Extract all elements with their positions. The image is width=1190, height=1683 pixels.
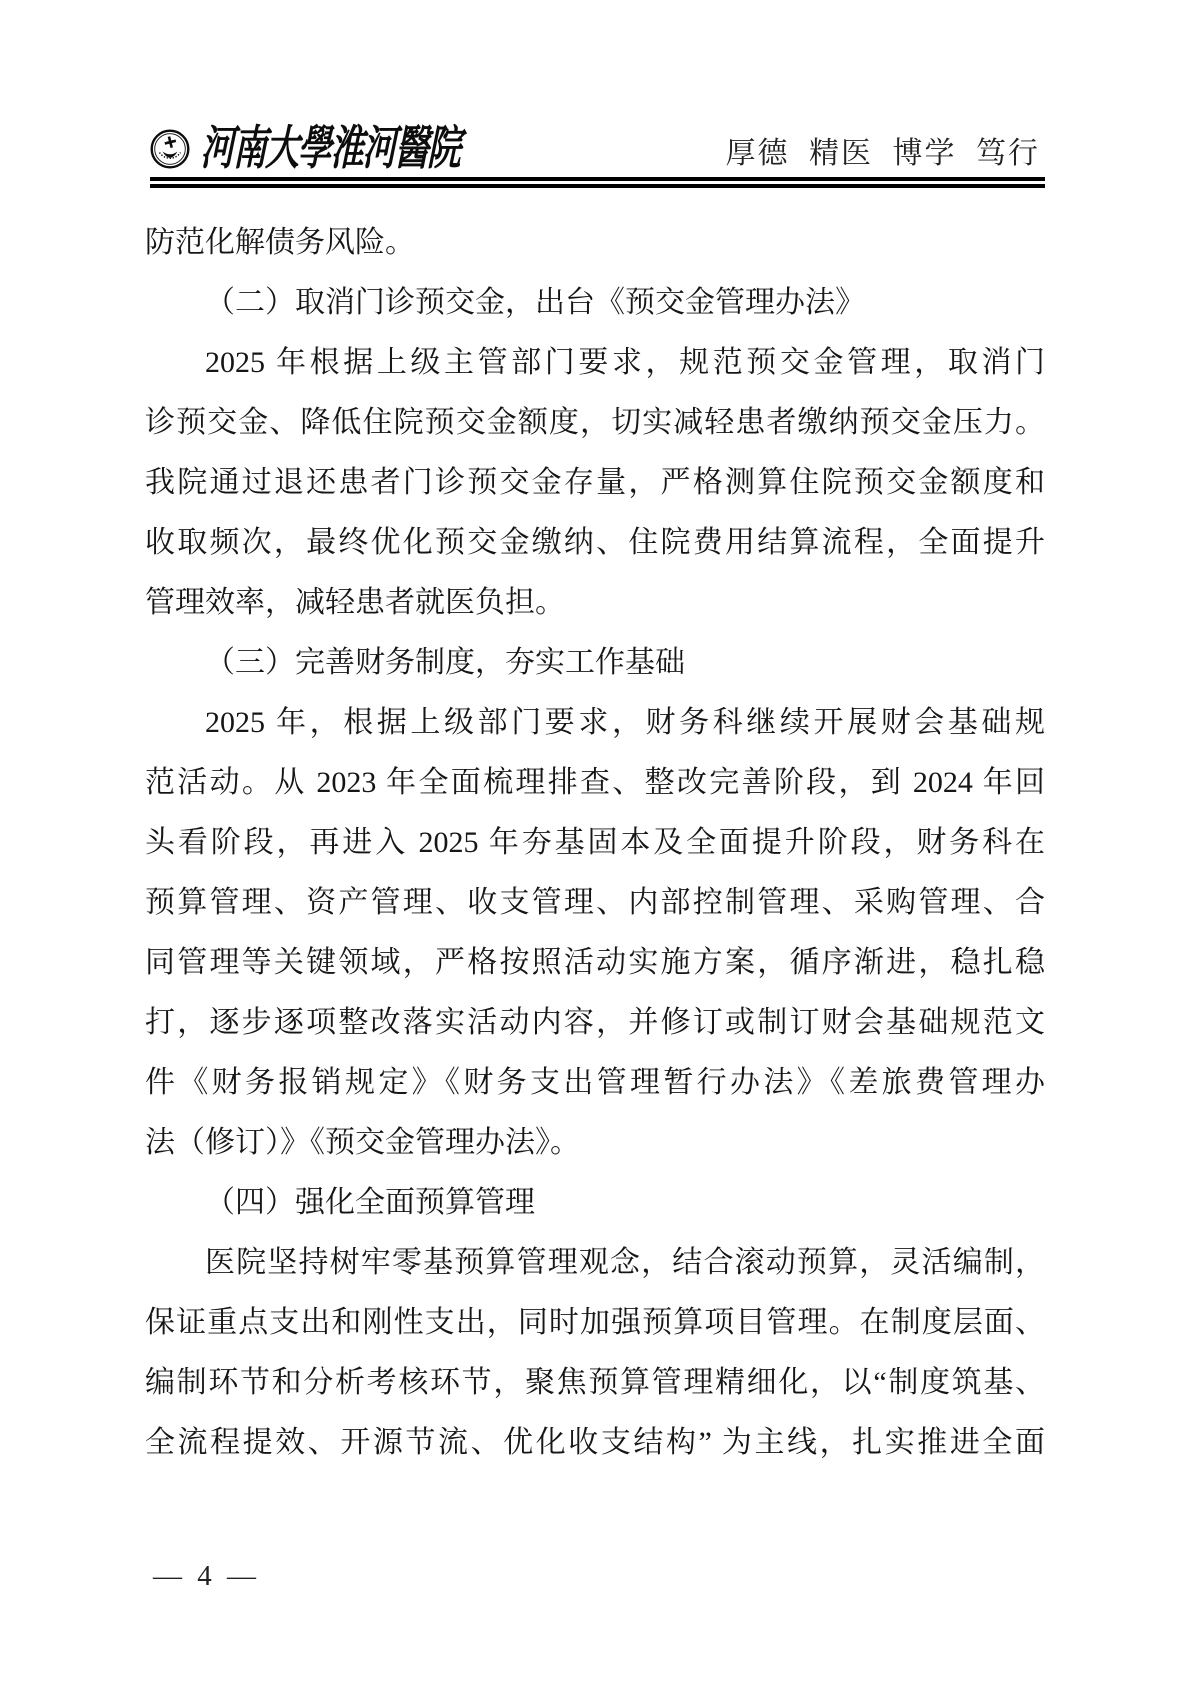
hospital-emblem-icon xyxy=(150,129,190,169)
section-heading: （三）完善财务制度，夯实工作基础 xyxy=(205,646,685,679)
body-line: 诊预交金、降低住院预交金额度，切实减轻患者缴纳预交金压力。 xyxy=(145,406,1045,439)
body-line: 全流程提效、开源节流、优化收支结构” 为主线，扎实推进全面 xyxy=(145,1426,1045,1459)
hospital-title: 河南大學淮河醫院 xyxy=(199,123,461,175)
body-line: 医院坚持树牢零基预算管理观念，结合滚动预算，灵活编制， xyxy=(205,1246,1045,1279)
header-divider-rule xyxy=(150,177,1045,188)
body-line: 收取频次，最终优化预交金缴纳、住院费用结算流程，全面提升 xyxy=(145,526,1045,559)
body-line: 打，逐步逐项整改落实活动内容，并修订或制订财会基础规范文 xyxy=(145,1006,1045,1039)
body-line: 法（修订）》《预交金管理办法》。 xyxy=(145,1126,580,1159)
page-header xyxy=(150,103,1040,173)
body-line: 2025 年根据上级主管部门要求，规范预交金管理，取消门 xyxy=(205,346,1045,379)
body-line: 件《财务报销规定》《财务支出管理暂行办法》《差旅费管理办 xyxy=(145,1066,1045,1099)
page-number: — 4 — xyxy=(153,1560,260,1592)
body-line: 头看阶段，再进入 2025 年夯基固本及全面提升阶段，财务科在 xyxy=(145,826,1045,859)
hospital-motto: 厚德 精医 博学 笃行 xyxy=(725,137,1040,170)
section-heading: （二）取消门诊预交金，出台《预交金管理办法》 xyxy=(205,286,865,319)
body-line: 管理效率，减轻患者就医负担。 xyxy=(145,586,565,619)
body-line: 2025 年，根据上级部门要求，财务科继续开展财会基础规 xyxy=(205,706,1045,739)
body-line: 预算管理、资产管理、收支管理、内部控制管理、采购管理、合 xyxy=(145,886,1045,919)
body-line: 防范化解债务风险。 xyxy=(145,226,415,259)
body-line: 保证重点支出和刚性支出，同时加强预算项目管理。在制度层面、 xyxy=(145,1306,1045,1339)
body-line: 编制环节和分析考核环节，聚焦预算管理精细化，以“制度筑基、 xyxy=(145,1366,1045,1399)
section-heading: （四）强化全面预算管理 xyxy=(205,1186,535,1219)
body-line: 范活动。从 2023 年全面梳理排查、整改完善阶段，到 2024 年回 xyxy=(145,766,1045,799)
document-body xyxy=(145,213,1045,1473)
body-line: 我院通过退还患者门诊预交金存量，严格测算住院预交金额度和 xyxy=(145,466,1045,499)
hospital-brand xyxy=(150,123,560,175)
body-line: 同管理等关键领域，严格按照活动实施方案，循序渐进，稳扎稳 xyxy=(145,946,1045,979)
